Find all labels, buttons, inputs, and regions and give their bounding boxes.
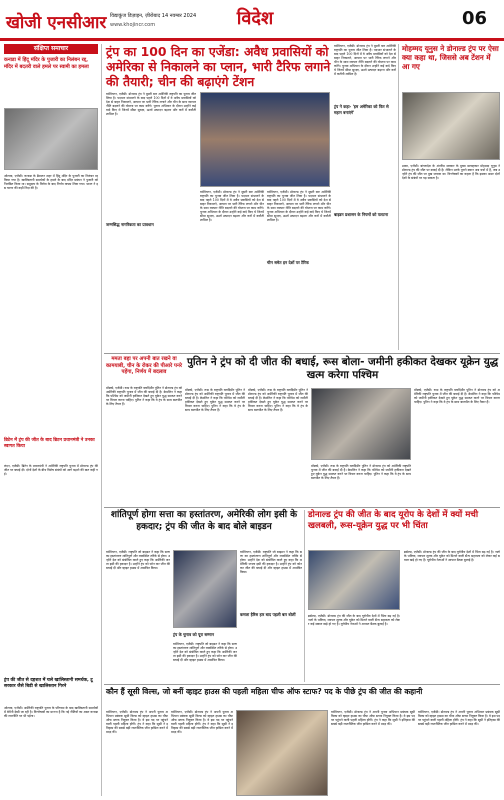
biden-body-col3: वाशिंगटन, एजेंसी। राष्ट्रपति जो बाइडन ने कहा कि सत्ता का हस्तांतरण शांतिपूर्ण और व्यवस्थित तरीके से होगा। उन्होंने देश को संबोधित करते हुए कहा कि अमेरिकी जनता इसी की हकदार है। उन्होंने ट्रंप को फोन कर जीत की बधाई दी और व्हाइट हाउस में आमंत्रित किया। (240, 550, 302, 574)
putin-body-col3: मॉस्को, एजेंसी। रूस के राष्ट्रपति व्लादिमीर पुतिन ने डोनाल्ड ट्रंप को अमेरिकी राष्ट्रपति चुनाव में जीत की बधाई दी है। क्रेमलिन ने कहा कि पश्चिम को जमीनी हकीकत देखते हुए यूक्रेन युद्ध समाप्त करने पर विचार करना चाहिए। पुतिन ने कहा कि वे ट्रंप के साथ बातचीत के लिए तैयार हैं। (311, 464, 411, 480)
section-divider-2 (104, 507, 500, 508)
section-divider-3 (104, 684, 500, 685)
website: www.khojincr.com (110, 22, 156, 28)
sidebar-divider (101, 44, 102, 796)
sidebar-photo (4, 108, 98, 170)
sidebar-story2-body: लंदन, एजेंसी। ब्रिटेन के प्रधानमंत्री ने अमेरिकी राष्ट्रपति चुनाव में डोनाल्ड ट्रंप की जीत पर बधाई दी। दोनों देशों के बीच विशेष संबंधों को आगे बढ़ाने की बात कही गई। (4, 464, 98, 476)
putin-side-body: मॉस्को, एजेंसी। रूस के राष्ट्रपति व्लादिमीर पुतिन ने डोनाल्ड ट्रंप को अमेरिकी राष्ट्रपति चुनाव में जीत की बधाई दी है। क्रेमलिन ने कहा कि पश्चिम को जमीनी हकीकत देखते हुए यूक्रेन युद्ध समाप्त करने पर विचार करना चाहिए। पुतिन ने कहा कि वे ट्रंप के साथ बातचीत के लिए तैयार हैं। (106, 386, 182, 406)
yunus-headline: मोहम्मद यूनुस ने डोनाल्ड ट्रंप पर ऐसा क्या कहा था, जिससे अब टेंशन में आ गए (402, 44, 499, 71)
europe-body-col2: ब्रसेल्स, एजेंसी। डोनाल्ड ट्रंप की जीत के बाद यूरोपीय देशों में चिंता बढ़ गई है। नाटो के भविष्य, व्यापार शुल्क और यूक्रेन को मिलने वाली सैन्य सहायता को लेकर कई सवाल खड़े हो गए हैं। यूरोपीय नेताओं ने आपात बैठक बुलाई है। (404, 550, 500, 562)
lead-subhead-4: बाइडन प्रशासन के नियमों को पलटना (334, 212, 396, 218)
bottom-body-col1: वाशिंगटन, एजेंसी। डोनाल्ड ट्रंप ने अपनी चुनाव अभियान प्रबंधक सूसी विल्स को व्हाइट हाउस का चीफ ऑफ स्टाफ नियुक्त किया है। वे इस पद पर पहुंचने वाली पहली महिला होंगी। ट्रंप ने कहा कि सूसी ने इतिहास की सबसे बड़ी राजनीतिक जीत हासिल करने में मदद की। (106, 710, 168, 734)
putin-headline: पुतिन ने ट्रंप को दी जीत की बधाई, रूस बोला- जमीनी हकीकत देखकर यूक्रेन युद्ध खत्म करेगा पश्चिम (186, 356, 499, 381)
biden-divider (304, 510, 305, 682)
biden-subhead-2: कमला हैरिस हार बाद पहली बार बोलीं (240, 612, 302, 618)
yunus-photo (402, 92, 500, 160)
putin-body-col4: मॉस्को, एजेंसी। रूस के राष्ट्रपति व्लादिमीर पुतिन ने डोनाल्ड ट्रंप को अमेरिकी राष्ट्रपति चुनाव में जीत की बधाई दी है। क्रेमलिन ने कहा कि पश्चिम को जमीनी हकीकत देखते हुए यूक्रेन युद्ध समाप्त करने पर विचार करना चाहिए। पुतिन ने कहा कि वे ट्रंप के साथ बातचीत के लिए तैयार हैं। (414, 388, 500, 404)
lead-subhead-3: ट्रंप ने कहा- 'हम अमेरिका को फिर से महान बनाएंगे' (334, 104, 396, 116)
bottom-body-col2: वाशिंगटन, एजेंसी। डोनाल्ड ट्रंप ने अपनी चुनाव अभियान प्रबंधक सूसी विल्स को व्हाइट हाउस का चीफ ऑफ स्टाफ नियुक्त किया है। वे इस पद पर पहुंचने वाली पहली महिला होंगी। ट्रंप ने कहा कि सूसी ने इतिहास की सबसे बड़ी राजनीतिक जीत हासिल करने में मदद की। (171, 710, 233, 734)
putin-body-col2: मॉस्को, एजेंसी। रूस के राष्ट्रपति व्लादिमीर पुतिन ने डोनाल्ड ट्रंप को अमेरिकी राष्ट्रपति चुनाव में जीत की बधाई दी है। क्रेमलिन ने कहा कि पश्चिम को जमीनी हकीकत देखते हुए यूक्रेन युद्ध समाप्त करने पर विचार करना चाहिए। पुतिन ने कहा कि वे ट्रंप के साथ बातचीत के लिए तैयार हैं। (248, 388, 308, 412)
lead-divider (398, 44, 399, 350)
bottom-body-col3: वाशिंगटन, एजेंसी। डोनाल्ड ट्रंप ने अपनी चुनाव अभियान प्रबंधक सूसी विल्स को व्हाइट हाउस का चीफ ऑफ स्टाफ नियुक्त किया है। वे इस पद पर पहुंचने वाली पहली महिला होंगी। ट्रंप ने कहा कि सूसी ने इतिहास की सबसे बड़ी राजनीतिक जीत हासिल करने में मदद की। (331, 710, 415, 726)
masthead (0, 0, 504, 40)
lead-subhead-2: चीन समेत इन देशों पर टैरिफ (267, 260, 331, 266)
bottom-body-col4: वाशिंगटन, एजेंसी। डोनाल्ड ट्रंप ने अपनी चुनाव अभियान प्रबंधक सूसी विल्स को व्हाइट हाउस का चीफ ऑफ स्टाफ नियुक्त किया है। वे इस पद पर पहुंचने वाली पहली महिला होंगी। ट्रंप ने कहा कि सूसी ने इतिहास की सबसे बड़ी राजनीतिक जीत हासिल करने में मदद की। (418, 710, 500, 726)
brand-logo: खोजी एनसीआर (6, 13, 107, 33)
sidebar-story3-body: ओटावा, एजेंसी। अमेरिकी राष्ट्रपति चुनाव के परिणाम के बाद खालिस्तानी समर्थकों में बेचैनी देखी जा रही है। विश्लेषकों का मानना है कि नई नीतियों का असर कनाडा की राजनीति पर भी पड़ेगा। (4, 706, 98, 718)
biden-photo (173, 550, 237, 628)
europe-headline: डोनाल्ड ट्रंप की जीत के बाद यूरोप के देशों में क्यों मची खलबली, रूस-यूक्रेन युद्ध पर भी चिंता (308, 510, 479, 531)
putin-photo (311, 388, 411, 460)
lead-body-col1: वाशिंगटन, एजेंसी। डोनाल्ड ट्रंप ने दूसरी बार अमेरिकी राष्ट्रपति का चुनाव जीत लिया है। पदभार संभालने के बाद पहले 100 दिनों में वे अवैध प्रवासियों को देश से बाहर निकालने, आयात पर भारी टैरिफ लगाने और चीन के साथ व्यापार नीति बदलने की योजना पर काम करेंगे। चुनाव अभियान के दौरान उन्होंने कई वादे किए थे जिनमें सीमा सुरक्षा, ऊर्जा उत्पादन बढ़ाना और करों में कटौती शामिल है। (106, 92, 196, 116)
biden-body-col1: वाशिंगटन, एजेंसी। राष्ट्रपति जो बाइडन ने कहा कि सत्ता का हस्तांतरण शांतिपूर्ण और व्यवस्थित तरीके से होगा। उन्होंने देश को संबोधित करते हुए कहा कि अमेरिकी जनता इसी की हकदार है। उन्होंने ट्रंप को फोन कर जीत की बधाई दी और व्हाइट हाउस में आमंत्रित किया। (106, 550, 170, 570)
lead-headline: ट्रंप का 100 दिन का एजेंडा: अवैध प्रवासियों को अमेरिका से निकालने का प्लान, भारी टैरिफ लगाने की तैयारी; चीन की बढ़ाएंगे टेंशन (106, 44, 331, 89)
lead-body-col3: वाशिंगटन, एजेंसी। डोनाल्ड ट्रंप ने दूसरी बार अमेरिकी राष्ट्रपति का चुनाव जीत लिया है। पदभार संभालने के बाद पहले 100 दिनों में वे अवैध प्रवासियों को देश से बाहर निकालने, आयात पर भारी टैरिफ लगाने और चीन के साथ व्यापार नीति बदलने की योजना पर काम करेंगे। चुनाव अभियान के दौरान उन्होंने कई वादे किए थे जिनमें सीमा सुरक्षा, ऊर्जा उत्पादन बढ़ाना और करों में कटौती शामिल है। (267, 190, 331, 222)
sidebar-story3-headline: ट्रंप की जीत से दहशत में चले खालिस्तानी समर्थक, टू सरकार जैसे बिडी से खालिस्तान गिरने (4, 678, 93, 689)
sidebar (4, 44, 98, 796)
europe-photo (308, 550, 400, 610)
sidebar-story1-body: ओटावा, एजेंसी। कनाडा के ब्रैम्पटन शहर में हिंदू मंदिर के पुजारी का निलंबन रद्द किया गया है। खालिस्तानी समर्थकों के हमले के बाद मंदिर प्रबंधन ने पुजारी को निलंबित किया था। समुदाय के विरोध के बाद निर्णय वापस लिया गया। भारत ने इस घटना की कड़ी निंदा की है। (4, 174, 98, 190)
putin-body-col1: मॉस्को, एजेंसी। रूस के राष्ट्रपति व्लादिमीर पुतिन ने डोनाल्ड ट्रंप को अमेरिकी राष्ट्रपति चुनाव में जीत की बधाई दी है। क्रेमलिन ने कहा कि पश्चिम को जमीनी हकीकत देखते हुए यूक्रेन युद्ध समाप्त करने पर विचार करना चाहिए। पुतिन ने कहा कि वे ट्रंप के साथ बातचीत के लिए तैयार हैं। (185, 388, 245, 412)
biden-headline: शांतिपूर्ण होगा सत्ता का हस्तांतरण, अमेरिकी लोग इसी के हकदार; ट्रंप की जीत के बाद बोले बाइडन (110, 510, 298, 532)
masthead-rule (0, 38, 504, 41)
lead-body-col2: वाशिंगटन, एजेंसी। डोनाल्ड ट्रंप ने दूसरी बार अमेरिकी राष्ट्रपति का चुनाव जीत लिया है। पदभार संभालने के बाद पहले 100 दिनों में वे अवैध प्रवासियों को देश से बाहर निकालने, आयात पर भारी टैरिफ लगाने और चीन के साथ व्यापार नीति बदलने की योजना पर काम करेंगे। चुनाव अभियान के दौरान उन्होंने कई वादे किए थे जिनमें सीमा सुरक्षा, ऊर्जा उत्पादन बढ़ाना और करों में कटौती शामिल है। (200, 190, 264, 222)
lead-body-col4: वाशिंगटन, एजेंसी। डोनाल्ड ट्रंप ने दूसरी बार अमेरिकी राष्ट्रपति का चुनाव जीत लिया है। पदभार संभालने के बाद पहले 100 दिनों में वे अवैध प्रवासियों को देश से बाहर निकालने, आयात पर भारी टैरिफ लगाने और चीन के साथ व्यापार नीति बदलने की योजना पर काम करेंगे। चुनाव अभियान के दौरान उन्होंने कई वादे किए थे जिनमें सीमा सुरक्षा, ऊर्जा उत्पादन बढ़ाना और करों में कटौती शामिल है। (334, 44, 396, 76)
section-title: विदेश (236, 8, 274, 29)
section-divider-1 (104, 353, 500, 354)
putin-side-headline: ममता बहा पर अपनी बात रखने वा कामयाबी, चीन के रोकर की पीआरे पनरे पहेंगा, निर्णय में बदलाव (106, 356, 182, 376)
sidebar-story2-headline: ब्रिटेन में ट्रंप की जीत के बाद ब्रिटन प्रधानमंत्री ने उनका स्वागत किया (4, 438, 95, 449)
yunus-body: ढाका, एजेंसी। बांग्लादेश के अंतरिम सरकार के मुख्य सलाहकार मोहम्मद यूनुस ने डोनाल्ड ट्रंप की जीत पर बधाई दी है। लेकिन उनके पुराने बयान अब चर्चा में हैं, जब उन्होंने ट्रंप की जीत पर दुख जताया था। विश्लेषकों का कहना है कि इसका असर दोनों देशों के संबंधों पर पड़ सकता है। (402, 164, 500, 180)
lead-photo-trump (200, 92, 330, 187)
lead-subhead-1: जन्मसिद्ध नागरिकता का प्रावधान (106, 222, 196, 228)
biden-subhead-1: ट्रंप के चुनाव को पूरा सम्मान (173, 632, 214, 637)
sidebar-story1-headline: कनाडा में हिंदू मंदिर के पुजारी का निलंबन रद्द, मंदिर में बदतरी वाले हमले पर स्वामी का हमला (4, 57, 89, 70)
dateline: विद्याकुंज डिज़ाइन, ज़ीरोबाद 14 नवम्बर 2024 (110, 13, 197, 19)
page-number: 06 (462, 8, 488, 29)
sidebar-heading: संक्षिप्त समाचार (4, 44, 98, 54)
bottom-photo (236, 710, 328, 796)
europe-body-col1: ब्रसेल्स, एजेंसी। डोनाल्ड ट्रंप की जीत के बाद यूरोपीय देशों में चिंता बढ़ गई है। नाटो के भविष्य, व्यापार शुल्क और यूक्रेन को मिलने वाली सैन्य सहायता को लेकर कई सवाल खड़े हो गए हैं। यूरोपीय नेताओं ने आपात बैठक बुलाई है। (308, 614, 400, 626)
biden-body-col2: वाशिंगटन, एजेंसी। राष्ट्रपति जो बाइडन ने कहा कि सत्ता का हस्तांतरण शांतिपूर्ण और व्यवस्थित तरीके से होगा। उन्होंने देश को संबोधित करते हुए कहा कि अमेरिकी जनता इसी की हकदार है। उन्होंने ट्रंप को फोन कर जीत की बधाई दी और व्हाइट हाउस में आमंत्रित किया। (173, 642, 237, 662)
bottom-headline: कौन हैं सूसी विल्स, जो बनीं व्हाइट हाउस की पहली महिला चीफ ऑफ स्टाफ? पद के पीछे ट्रंप की जीत की कहानी (106, 687, 423, 696)
